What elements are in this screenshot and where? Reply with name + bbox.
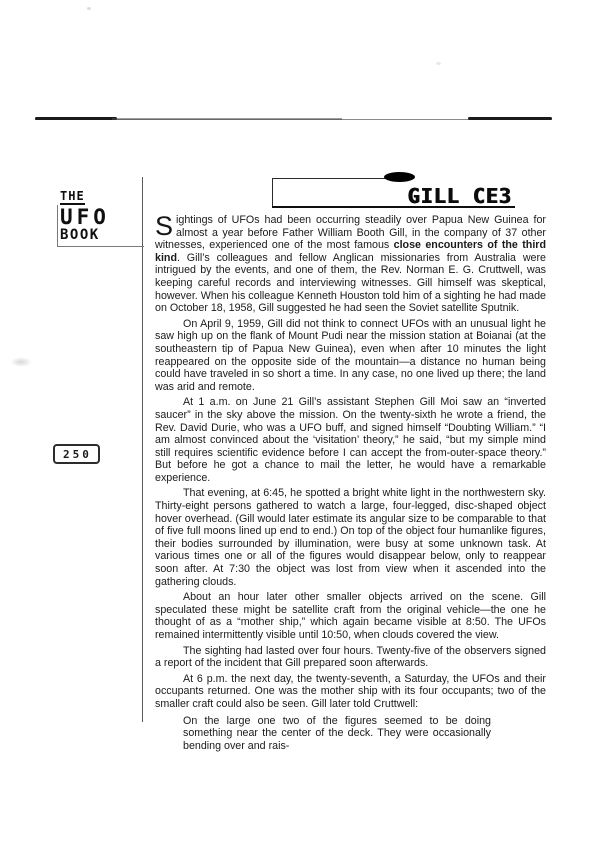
logo-line-ufo: UFO [60, 205, 110, 229]
column-divider-rule [142, 177, 143, 722]
intro-text-before-bold: ightings of UFOs had been occurring steadily over Papua New Guinea for almost a year before Father William Booth Gill, in the company of 37 other witnesses, experienced one of the most famous [155, 214, 546, 252]
chapter-title: GILL CE3 [407, 184, 512, 208]
paragraph: On April 9, 1959, Gill did not think to connect UFOs with an unusual light he saw high up on the flank of Mount Pudi near the mission station at Boianai (at the southeastern tip of Papua New Guinea), even when after 10 minutes the light reappeared on the opposite side of the mountain—a distance no human being could have traveled in so short a time. In any case, no one lived up there; the land was arid and remote. [155, 317, 546, 393]
page-number-badge: 250 [53, 444, 100, 464]
paragraph: The sighting had lasted over four hours. Twenty-five of the observers signed a report of the incident that Gill prepared soon afterwards. [155, 644, 546, 670]
paragraph: At 1 a.m. on June 21 Gill’s assistant Stephen Gill Moi saw an “inverted saucer” in the sky above the mission. On the twenty-sixth he wrote a friend, the Rev. David Durie, who was a UFO buff, and signed himself “Doubting William.” “I am almost convinced about the ‘visitation’ theory,” he said, “but my simple mind still requires scientific evidence before I can accept the from-outer-space theory.” But before he got a chance to mail the letter, he would have a remarkable experience. [155, 396, 546, 484]
intro-text-after-bold: . Gill’s colleagues and fellow Anglican missionaries from Australia were intrigued by the events, and one of them, the Rev. Norman E. G. Cruttwell, was keeping careful records and interviewing witnesses. Gill himself was skeptical, however. When his colleague Kenneth Houston told him of a sighting he had made on October 18, 1958, Gill suggested he had seen the Soviet satellite Sputnik. [155, 251, 546, 315]
dropcap: S [155, 211, 174, 241]
paragraph: That evening, at 6:45, he spotted a bright white light in the northwestern sky. Thirty-eight persons gathered to watch a large, four-legged, disc-shaped object hover overhead. (Gill would later estimate its angular size to be comparable to that of five full moons lined up end to end.) On top of the object four humanlike figures, their bodies surrounded by illumination, were busy at some unknown task. At various times one or all of the figures would disappear below, only to reappear soon after. At 7:30 the object was lost from view when it ascended into the gathering clouds. [155, 487, 546, 588]
saucer-icon [384, 172, 415, 182]
page-top-rule-right-segment [468, 117, 552, 120]
scan-speck [87, 7, 91, 10]
page-top-rule-left-segment [35, 117, 117, 120]
book-logo [60, 185, 110, 243]
logo-line-book: BOOK [60, 227, 100, 243]
scan-speck [436, 62, 441, 65]
page-top-rule-mid-segment [112, 118, 342, 120]
block-quote: On the large one two of the figures seemed to be doing something near the center of the deck. They were occasionally bending over and rais- [183, 714, 491, 752]
paragraph: About an hour later other smaller objects arrived on the scene. Gill speculated these might be satellite craft from the original vehicle—the one he thought of as a “mother ship,” which again became visible at 8:50. The UFOs remained intermittently visible until 10:50, when clouds covered the view. [155, 591, 546, 641]
body-text-column [155, 211, 546, 752]
paragraph: At 6 p.m. the next day, the twenty-seventh, a Saturday, the UFOs and their occupants returned. One was the mother ship with its four occupants; two of the smaller craft could also be seen. Gill later told Cruttwell: [155, 672, 546, 710]
logo-line-the: THE [60, 189, 85, 203]
scan-smudge [10, 357, 32, 367]
chapter-header-rule-top [272, 178, 392, 179]
intro-bold-phrase: close encounters of the third kind [155, 239, 546, 264]
intro-paragraph [155, 211, 546, 315]
